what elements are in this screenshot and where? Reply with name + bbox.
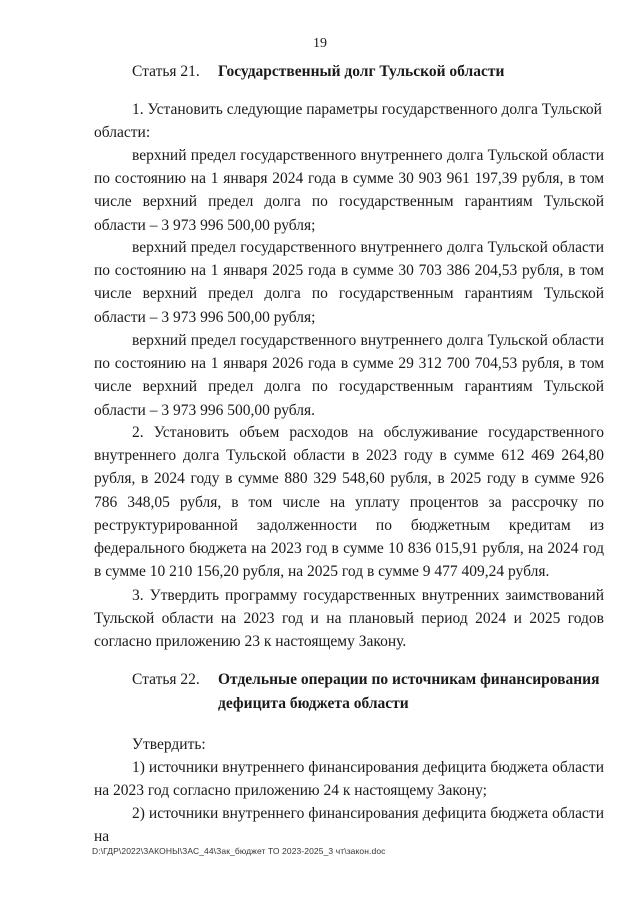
article-21-paragraph-6: 3. Утвердить программу государственных внутренних заимствований Тульской области на 2023 год и на плановый период 2024 и 2025 годов согласно приложению 23 к настоящему Закону. <box>94 587 604 651</box>
article-22-number: Статья 22. <box>132 671 200 688</box>
article-22-paragraph-1: Утвердить: <box>132 736 206 753</box>
article-21-paragraph-4: верхний предел государственного внутреннего долга Тульской области по состоянию на 1 января 2026 года в сумме 29 312 700 704,53 рубля, в том числе верхний предел долга по государственным гарантиям Тульской области – 3 973 996 500,00 рубля. <box>94 332 604 419</box>
article-21-heading <box>132 60 602 84</box>
article-21-title: Государственный долг Тульской области <box>218 63 505 80</box>
article-22-heading <box>132 668 602 716</box>
footer-file-path: D:\ГДР\2022\ЗАКОНЫ\ЗАС_44\Зак_бюджет ТО 2023-2025_3 чт\закон.doc <box>92 846 386 856</box>
article-22-title: Отдельные операции по источникам финансирования дефицита бюджета области <box>218 671 600 712</box>
article-22-paragraph-3: 2) источники внутреннего финансирования дефицита бюджета области на <box>94 805 604 846</box>
article-21-paragraph-1: 1. Установить следующие параметры государственного долга Тульской области: <box>94 101 602 142</box>
article-21-paragraph-5: 2. Установить объем расходов на обслуживание государственного внутреннего долга Тульской области в 2023 году в сумме 612 469 264,80 рубля, в 2024 году в сумме 880 329 548,60 рубля, в 2025 году в сумме 926 786 348,05 рубля, в том числе на уплату процентов за рассрочку по реструктурированной задолженности по бюджетным кредитам из федерального бюджета на 2023 год в сумме 10 836 015,91 рубля, на 2024 год в сумме 10 210 156,20 рубля, на 2025 год в сумме 9 477 409,24 рубля. <box>94 424 604 581</box>
article-21-number: Статья 21. <box>132 63 200 80</box>
article-21-paragraph-2: верхний предел государственного внутреннего долга Тульской области по состоянию на 1 января 2024 года в сумме 30 903 961 197,39 рубля, в том числе верхний предел долга по государственным гарантиям Тульской области – 3 973 996 500,00 рубля; <box>94 147 604 234</box>
page-number: 19 <box>313 36 327 51</box>
article-22-paragraph-2: 1) источники внутреннего финансирования дефицита бюджета области на 2023 год согласно приложению 24 к настоящему Закону; <box>94 759 604 800</box>
article-21-paragraph-3: верхний предел государственного внутреннего долга Тульской области по состоянию на 1 января 2025 года в сумме 30 703 386 204,53 рубля, в том числе верхний предел долга по государственным гарантиям Тульской области – 3 973 996 500,00 рубля; <box>94 239 604 326</box>
